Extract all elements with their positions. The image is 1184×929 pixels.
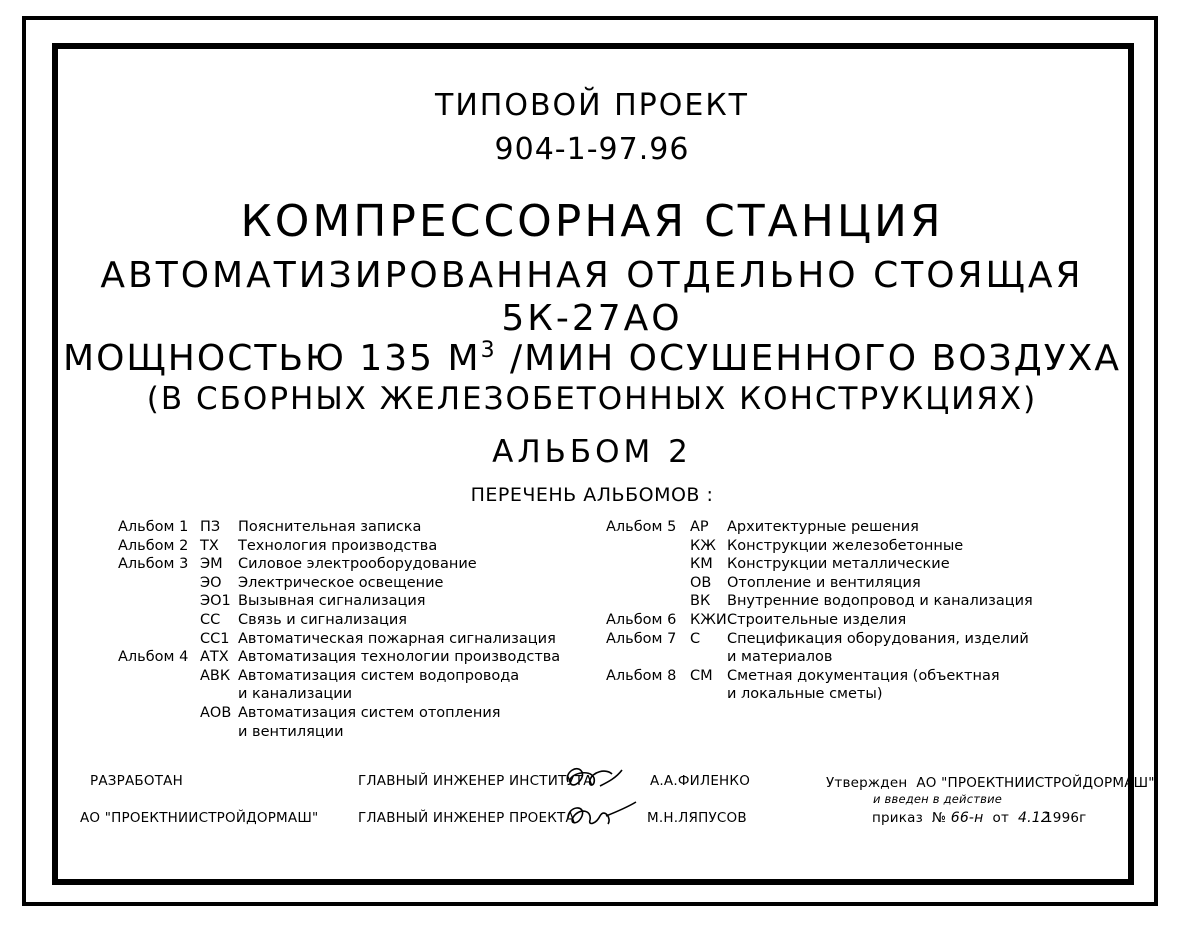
subtitle-model: 5К-27АО <box>501 298 683 339</box>
developed-label: РАЗРАБОТАН <box>90 773 183 789</box>
album-list-title: ПЕРЕЧЕНЬ АЛЬБОМОВ : <box>470 484 714 506</box>
approval-line <box>826 775 1155 791</box>
approved-org: АО "ПРОЕКТНИИСТРОЙДОРМАШ" <box>916 775 1155 791</box>
signature-lyapusov <box>562 796 642 832</box>
chief-engineer-project-label: ГЛАВНЫЙ ИНЖЕНЕР ПРОЕКТА <box>358 810 575 826</box>
approved-label: Утвержден <box>826 775 908 791</box>
project-number: 904-1-97.96 <box>494 132 690 167</box>
chief-engineer-institute-label: ГЛАВНЫЙ ИНЖЕНЕР ИНСТИТУТА <box>358 773 593 789</box>
order-label: приказ <box>872 810 923 826</box>
main-title: КОМПРЕССОРНАЯ СТАНЦИЯ <box>240 196 944 247</box>
capacity-unit: /МИН ОСУШЕННОГО ВОЗДУХА <box>496 338 1121 379</box>
order-year: 1996г <box>1044 810 1087 826</box>
order-no-label: № <box>931 810 947 826</box>
signature-filenko <box>560 760 630 796</box>
capacity-exponent: 3 <box>480 338 497 363</box>
order-number: 66-н <box>950 810 984 826</box>
chief-engineer-institute-name: А.А.ФИЛЕНКО <box>650 773 751 789</box>
album-number: АЛЬБОМ 2 <box>492 434 692 470</box>
project-type: ТИПОВОЙ ПРОЕКТ <box>435 88 749 123</box>
subtitle-line-1: АВТОМАТИЗИРОВАННАЯ ОТДЕЛЬНО СТОЯЩАЯ <box>100 255 1084 296</box>
capacity-text: МОЩНОСТЬЮ 135 М <box>63 338 481 379</box>
subtitle-construction: (В СБОРНЫХ ЖЕЛЕЗОБЕТОННЫХ КОНСТРУКЦИЯХ) <box>146 381 1038 417</box>
subtitle-capacity <box>0 338 1184 379</box>
order-from-label: от <box>992 810 1010 826</box>
order-date: 4.12 <box>1018 810 1051 826</box>
chief-engineer-project-name: М.Н.ЛЯПУСОВ <box>647 810 747 826</box>
order-line <box>872 810 1050 826</box>
enacted-text: и введен в действие <box>873 792 1003 806</box>
developer-org: АО "ПРОЕКТНИИСТРОЙДОРМАШ" <box>80 810 319 826</box>
